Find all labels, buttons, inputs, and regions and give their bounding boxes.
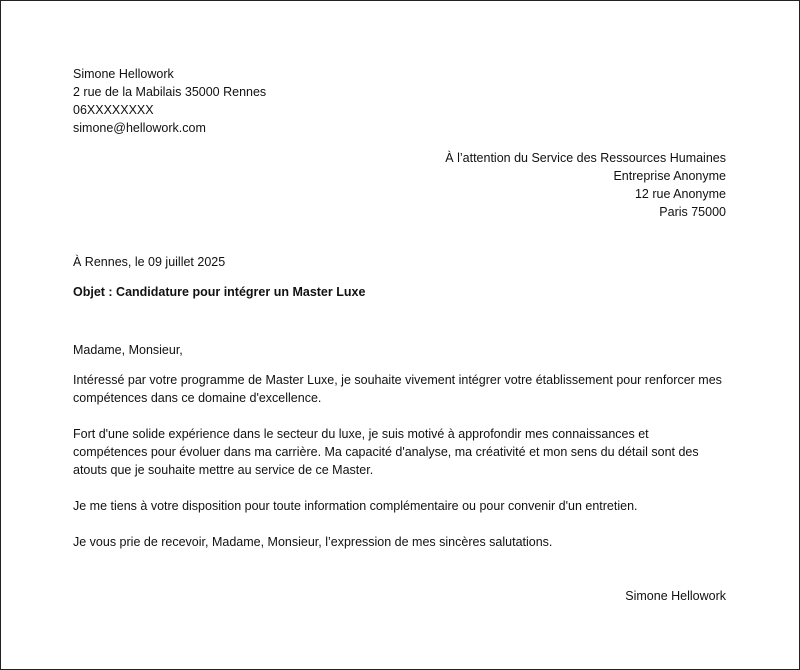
recipient-block	[445, 149, 726, 221]
sender-name: Simone Hellowork	[73, 67, 174, 81]
sender-phone: 06XXXXXXXX	[73, 103, 154, 117]
body-paragraph-1: Intéressé par votre programme de Master Luxe, je souhaite vivement intégrer votre établissement pour renforcer mes compétences dans ce domaine d'excellence.	[73, 373, 722, 405]
recipient-street: 12 rue Anonyme	[634, 187, 726, 201]
recipient-attention: À l’attention du Service des Ressources Humaines	[445, 151, 726, 165]
signature: Simone Hellowork	[625, 589, 726, 603]
sender-address: 2 rue de la Mabilais 35000 Rennes	[73, 85, 267, 99]
closing-paragraph: Je vous prie de recevoir, Madame, Monsieur, l’expression de mes sincères salutations.	[73, 535, 553, 549]
recipient-company: Entreprise Anonyme	[613, 169, 726, 183]
sender-email: simone@hellowork.com	[73, 121, 206, 135]
body-paragraph-3: Je me tiens à votre disposition pour toute information complémentaire ou pour convenir d'un entretien.	[73, 499, 638, 513]
body-paragraph-2: Fort d'une solide expérience dans le secteur du luxe, je suis motivé à approfondir mes connaissances et compétences pour évoluer dans ma carrière. Ma capacité d'analyse, ma créativité et mon sens du détail sont des atouts que je souhaite mettre au service de ce Master.	[73, 427, 699, 477]
subject-line: Objet : Candidature pour intégrer un Master Luxe	[73, 285, 366, 299]
sender-block	[73, 65, 266, 137]
date-line: À Rennes, le 09 juillet 2025	[73, 255, 226, 269]
salutation: Madame, Monsieur,	[73, 343, 183, 357]
recipient-city: Paris 75000	[659, 205, 726, 219]
